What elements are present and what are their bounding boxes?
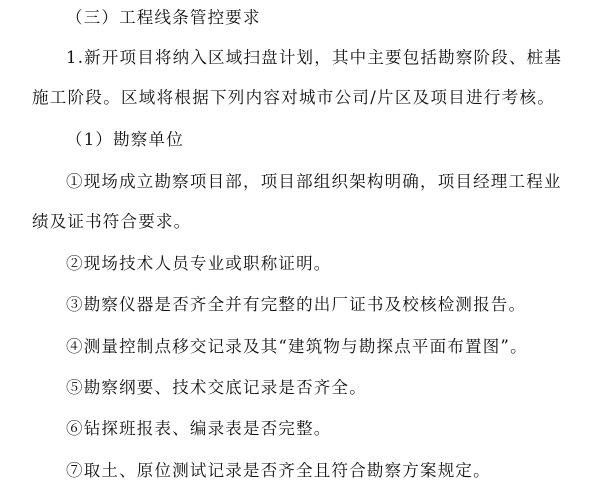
list-item-2: ②现场技术人员专业或职称证明。 [66, 254, 332, 273]
list-item-4: ④测量控制点移交记录及其“建筑物与勘探点平面布置图”。 [66, 337, 528, 356]
paragraph-1-line-1: 1.新开项目将纳入区域扫盘计划，其中主要包括勘察阶段、桩基 [66, 48, 563, 67]
list-item-7: ⑦取土、原位测试记录是否齐全且符合勘察方案规定。 [66, 461, 491, 480]
list-item-6: ⑥钻探班报表、编录表是否完整。 [66, 419, 332, 438]
paragraph-1-line-2: 施工阶段。区域将根据下列内容对城市公司/片区及项目进行考核。 [32, 88, 556, 107]
section-heading: （三）工程线条管控要求 [66, 8, 261, 27]
list-item-1-line-2: 绩及证书符合要求。 [32, 212, 192, 231]
subheading-survey-unit: （1）勘察单位 [66, 130, 184, 149]
list-item-5: ⑤勘察纲要、技术交底记录是否齐全。 [66, 378, 367, 397]
list-item-3: ③勘察仪器是否齐全并有完整的出厂证书及校核检测报告。 [66, 295, 527, 314]
list-item-1-line-1: ①现场成立勘察项目部，项目部组织架构明确，项目经理工程业 [66, 172, 562, 191]
